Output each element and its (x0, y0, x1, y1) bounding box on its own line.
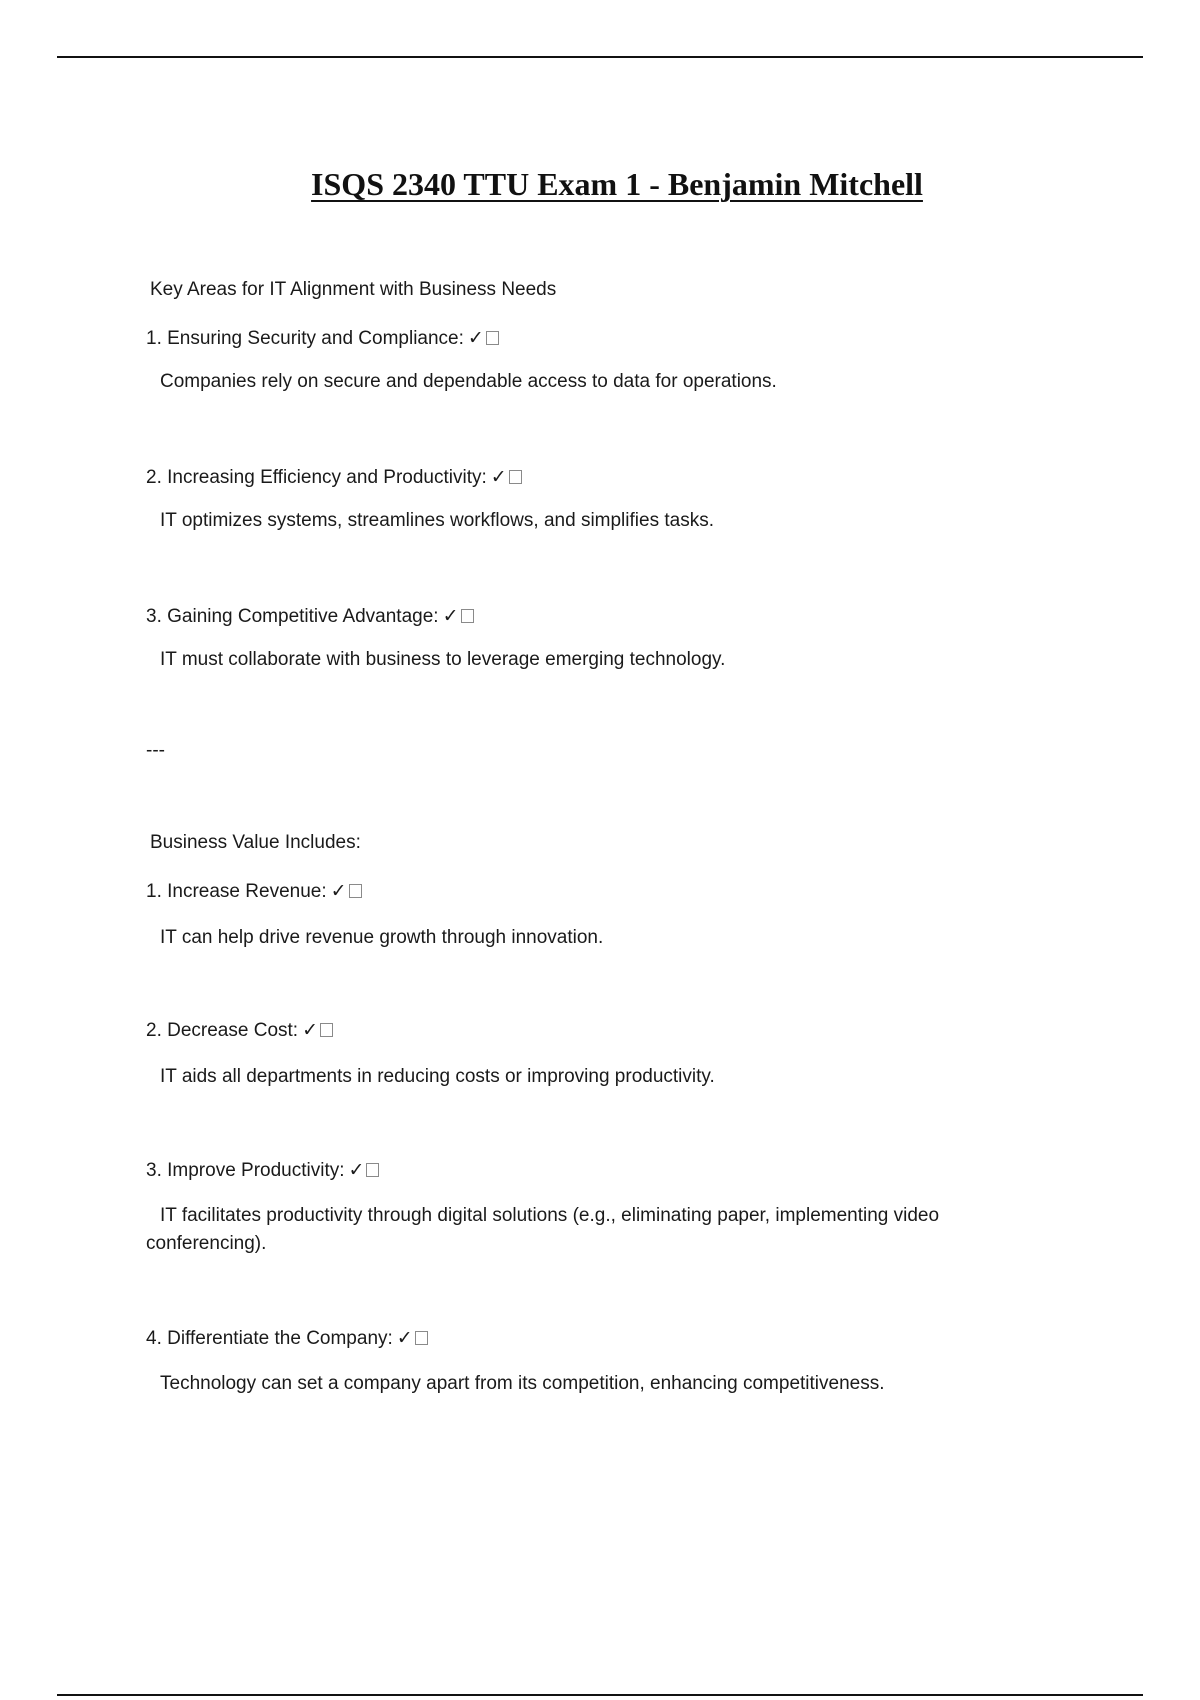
separator: --- (146, 740, 165, 761)
list-item (146, 877, 362, 906)
bottom-rule (57, 1694, 1143, 1696)
item-label: 3. Improve Productivity: (146, 1160, 345, 1181)
check-icon: ✓ (330, 880, 347, 902)
check-icon: ✓ (396, 1327, 413, 1349)
checkbox-icon (349, 884, 362, 898)
checkbox-icon (320, 1023, 333, 1037)
check-icon: ✓ (348, 1159, 365, 1181)
section-heading: Business Value Includes: (150, 832, 361, 853)
list-item (146, 602, 474, 631)
item-label: 4. Differentiate the Company: (146, 1328, 393, 1349)
list-item (146, 1324, 428, 1353)
list-item (146, 463, 522, 492)
list-item (146, 1016, 333, 1045)
item-label: 1. Ensuring Security and Compliance: (146, 328, 464, 349)
item-description: IT aids all departments in reducing costs or improving productivity. (160, 1066, 715, 1087)
checkbox-icon (366, 1163, 379, 1177)
list-item (146, 324, 499, 353)
check-icon: ✓ (302, 1019, 318, 1041)
item-description: IT can help drive revenue growth through innovation. (160, 927, 604, 948)
list-item (146, 1156, 379, 1185)
check-icon: ✓ (490, 466, 507, 488)
item-description: IT optimizes systems, streamlines workflows, and simplifies tasks. (160, 510, 714, 531)
item-label: 1. Increase Revenue: (146, 881, 327, 902)
checkbox-icon (415, 1331, 428, 1345)
item-description: Technology can set a company apart from its competition, enhancing competitiveness. (160, 1373, 885, 1394)
item-label: 2. Decrease Cost: (146, 1020, 299, 1041)
section-heading: Key Areas for IT Alignment with Business Needs (150, 279, 557, 300)
item-label: 2. Increasing Efficiency and Productivity: (146, 467, 487, 488)
check-icon: ✓ (467, 327, 484, 349)
item-description: Companies rely on secure and dependable access to data for operations. (160, 371, 777, 392)
item-description: IT must collaborate with business to leverage emerging technology. (160, 649, 726, 670)
check-icon: ✓ (442, 605, 459, 627)
document-title: ISQS 2340 TTU Exam 1 - Benjamin Mitchell (311, 166, 923, 202)
checkbox-icon (509, 470, 522, 484)
checkbox-icon (461, 609, 474, 623)
item-label: 3. Gaining Competitive Advantage: (146, 606, 439, 627)
item-description: IT facilitates productivity through digital solutions (e.g., eliminating paper, implementing video conferencing). (146, 1205, 940, 1254)
top-rule (57, 56, 1143, 58)
checkbox-icon (486, 331, 499, 345)
